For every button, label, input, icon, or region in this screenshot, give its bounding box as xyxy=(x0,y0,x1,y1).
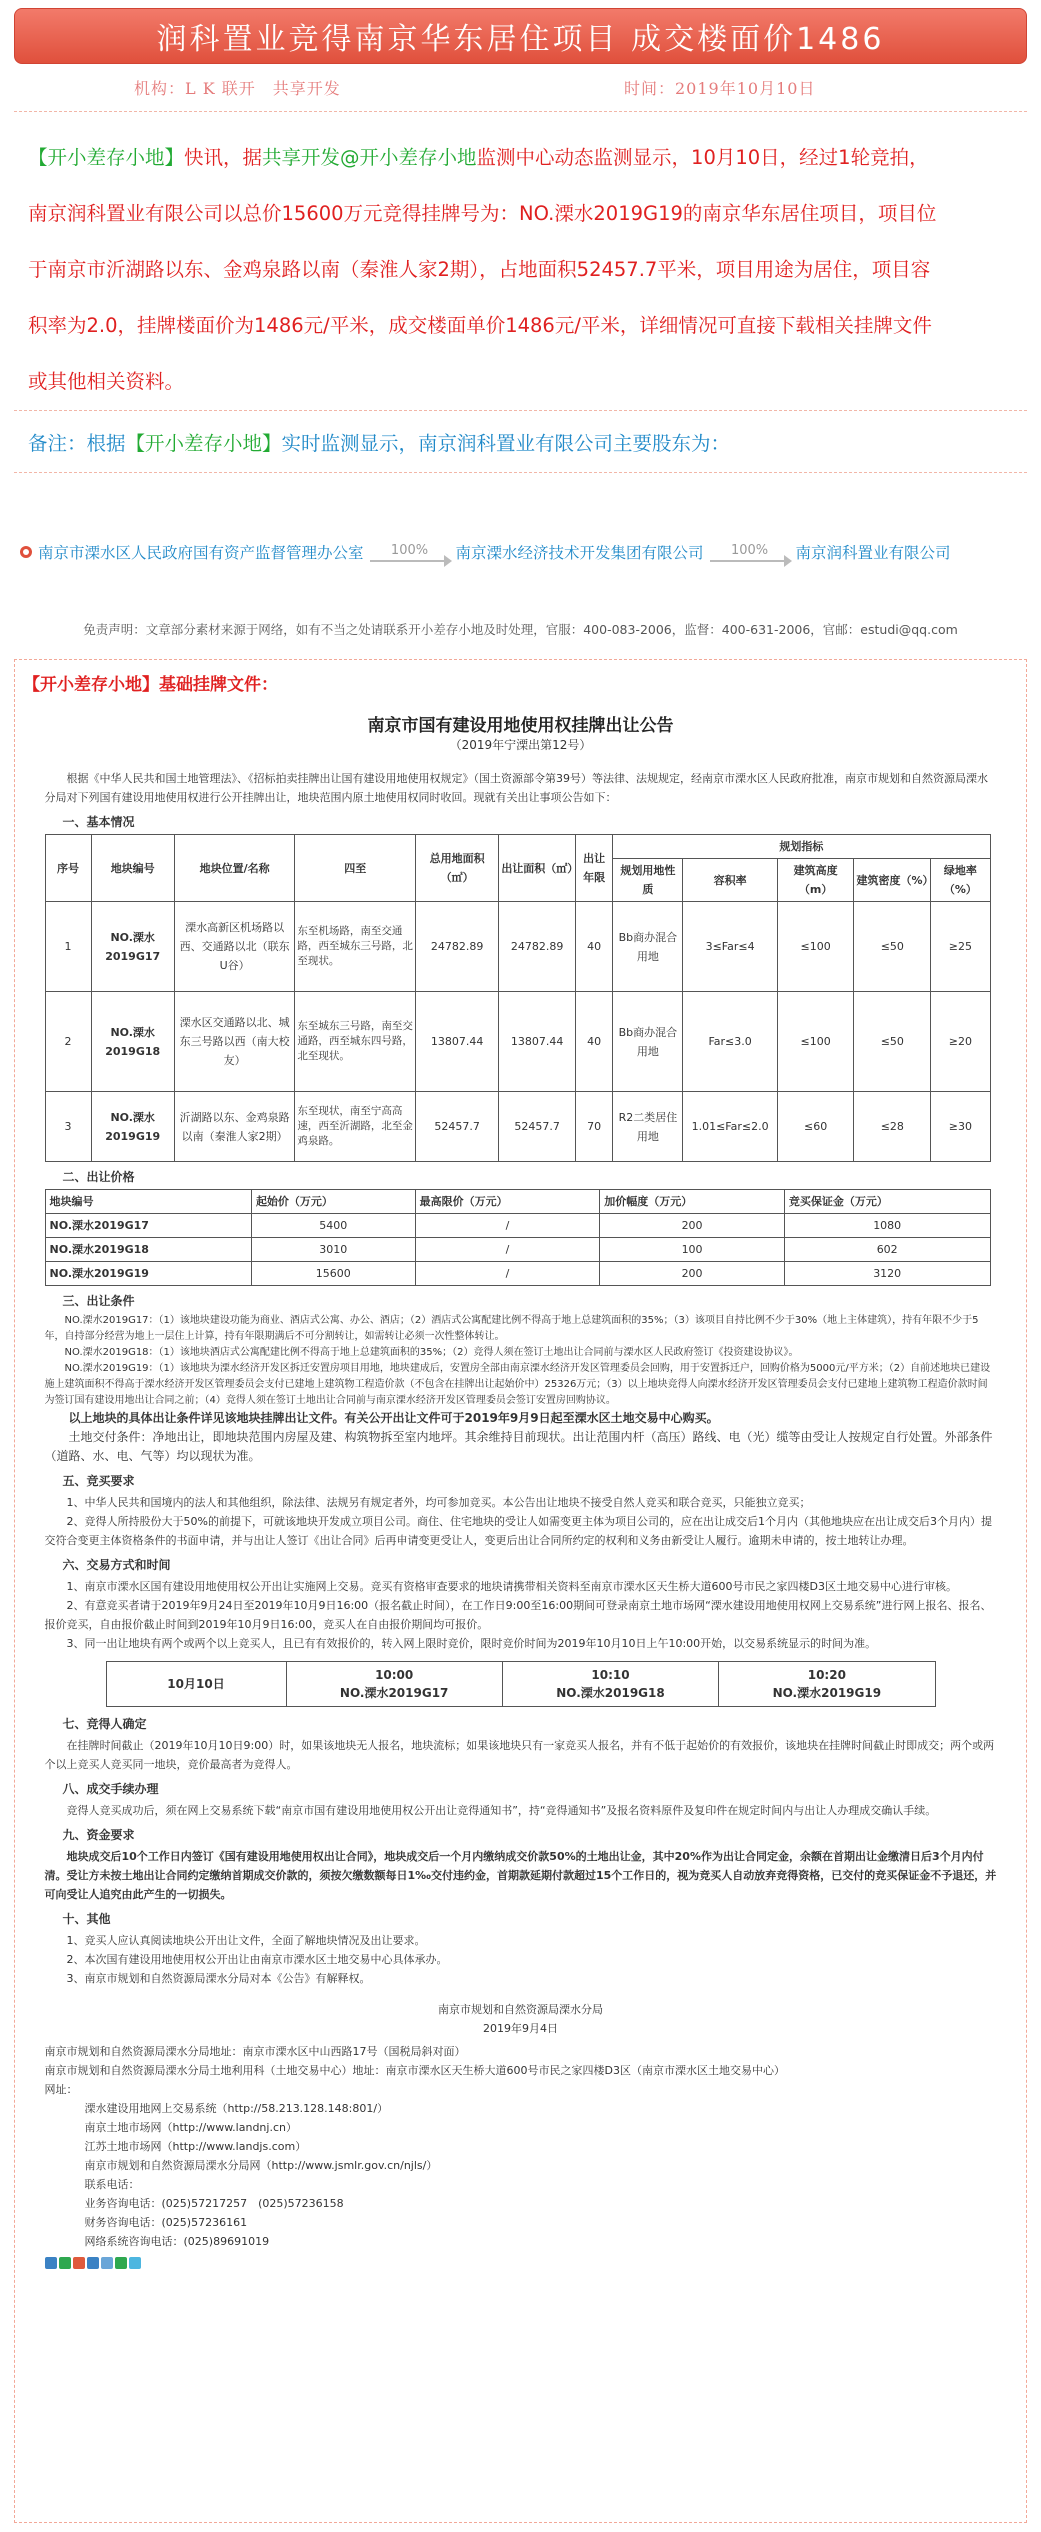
doc-title: 南京市国有建设用地使用权挂牌出让公告 xyxy=(367,716,674,736)
lead-paragraph xyxy=(14,112,1027,411)
shareholder-note xyxy=(14,411,1027,473)
meta-row xyxy=(14,64,1027,112)
contact-label: 联系电话： xyxy=(84,2178,140,2191)
th-total: 总用地面积（㎡） xyxy=(416,835,499,902)
cell: 东至现状，南至宁高高速，西至沂湖路，北至金鸡泉路。 xyxy=(295,1092,416,1162)
cell: 24782.89 xyxy=(416,902,499,992)
arrow-right-icon xyxy=(370,560,450,562)
cell: NO.溧水2019G18 xyxy=(91,992,174,1092)
cell: NO.溧水2019G19 xyxy=(45,1262,251,1286)
cell: 52457.7 xyxy=(416,1092,499,1162)
cell: NO.溧水2019G17 xyxy=(45,1214,251,1238)
cell: 溧水区交通路以北、城东三号路以西（南大校友） xyxy=(174,992,295,1092)
disclaimer: 免责声明：文章部分素材来源于网络，如有不当之处请联系开小差存小地及时处理，官服：400-083-2006，监督：400-631-2006，官邮：estudi@qq.com xyxy=(83,622,958,637)
sched-lot-2: NO.溧水2019G18 xyxy=(556,1686,665,1700)
website-3[interactable]: 江苏土地市场网（http://www.landjs.com） xyxy=(84,2140,307,2153)
cell: / xyxy=(415,1238,600,1262)
table-row xyxy=(45,1092,990,1162)
section-heading: 五、竞买要求 xyxy=(62,1474,135,1488)
sched-slot-1 xyxy=(286,1662,502,1707)
cell: ≤100 xyxy=(777,902,854,992)
th-four: 四至 xyxy=(295,835,416,902)
cell: 602 xyxy=(784,1238,990,1262)
cell: ≤60 xyxy=(777,1092,854,1162)
bullet-icon xyxy=(20,546,32,558)
condition-g19: NO.溧水2019G19：（1）该地块为溧水经济开发区拆迁安置房项目用地，地块建成后，安置房全部由南京溧水经济开发区管理委员会回购，用于安置拆迁户，回购价格为5000元/平方米；（2）自前述地块已建设施上建筑面积不得高于溧水经济开发区管理委员会支付已建地上建筑物工程造价款（不包含在挂牌出让起始价中）25326万元；（3）以上地块竞得人向溧水经济开发区管理委员会支付已建地上建筑物工程造价款时间为签订国有建设用地出让合同之前；（4）竞得人须在签订土地出让合同前与南京溧水经济开发区管理委员会签订安置房回购协议。 xyxy=(44,1363,991,1406)
cell: 3 xyxy=(45,1092,91,1162)
cell: 40 xyxy=(576,992,613,1092)
note-text: 实时监测显示，南京润科置业有限公司主要股东为： xyxy=(281,431,731,455)
auction-schedule-table xyxy=(106,1661,936,1707)
sched-time-3: 10:20 xyxy=(807,1668,846,1682)
cell: R2二类居住用地 xyxy=(613,1092,683,1162)
section-heading: 六、交易方式和时间 xyxy=(62,1558,171,1572)
cell: 1.01≤Far≤2.0 xyxy=(683,1092,777,1162)
meta-time: 时间：2019年10月10日 xyxy=(624,79,816,98)
th-height: 建筑高度（m） xyxy=(777,859,854,902)
table-row xyxy=(45,1262,990,1286)
section-heading: 三、出让条件 xyxy=(62,1294,135,1308)
cell: 5400 xyxy=(251,1214,415,1238)
cell: 溧水高新区机场路以西、交通路以北（联东U谷） xyxy=(174,902,295,992)
sched-time-2: 10:10 xyxy=(591,1668,630,1682)
cell: ≥25 xyxy=(931,902,990,992)
cell: 1080 xyxy=(784,1214,990,1238)
cell: ≤50 xyxy=(854,992,931,1092)
cell: ≥20 xyxy=(931,992,990,1092)
th-price-top: 最高限价（万元） xyxy=(415,1190,600,1214)
section-heading: 九、资金要求 xyxy=(62,1828,135,1842)
cell: ≤50 xyxy=(854,902,931,992)
section-heading: 一、基本情况 xyxy=(62,815,135,829)
shareholder-3[interactable]: 南京润科置业有限公司 xyxy=(795,544,951,562)
ownership-arrow-1 xyxy=(370,543,450,562)
meta-org: 机构：L K 联开 共享开发 xyxy=(134,79,341,98)
basic-brand: 【开小差存小地】 xyxy=(23,675,159,695)
sched-date: 10月10日 xyxy=(106,1662,286,1707)
cell: / xyxy=(415,1262,600,1286)
other-2: 2、本次国有建设用地使用权公开出让由南京市溧水区土地交易中心具体承办。 xyxy=(66,1953,448,1966)
th-idx: 序号 xyxy=(45,835,91,902)
cell: Bb商办混合用地 xyxy=(613,992,683,1092)
phone-1: 业务咨询电话：(025)57217257 (025)57236158 xyxy=(84,2197,344,2210)
share-icon[interactable] xyxy=(101,2257,113,2269)
ownership-pct-1: 100% xyxy=(390,542,429,558)
note-prefix: 备注：根据 xyxy=(28,431,126,455)
lead-line-5: 或其他相关资料。 xyxy=(28,370,185,393)
phone-3: 网络系统咨询电话：(025)89691019 xyxy=(84,2235,270,2248)
th-sell: 出让面积（㎡） xyxy=(499,835,576,902)
arrow-right-icon xyxy=(710,560,790,562)
method-3: 3、同一出让地块有两个或两个以上竞买人，且已有有效报价的，转入网上限时竞价，限时竞价时间为2019年10月10日上午10:00开始，以交易系统显示的时间为准。 xyxy=(66,1637,877,1650)
condition-g18: NO.溧水2019G18：（1）该地块酒店式公寓配建比例不得高于地上总建筑面积的35%；（2）竞得人须在签订土地出让合同前与溧水区人民政府签订《投资建设协议》。 xyxy=(64,1347,799,1358)
th-use: 规划用地性质 xyxy=(613,859,683,902)
share-icon[interactable] xyxy=(87,2257,99,2269)
th-loc: 地块位置/名称 xyxy=(174,835,295,902)
requirement-2: 2、竞得人所持股份大于50%的前提下，可就该地块开发成立项目公司。商住、住宅地块的受让人如需变更主体为项目公司的，应在出让成交后1个月内（其他地块应在出让成交后3个月内）提交符合变更主体资格条件的书面申请，并与出让人签订《出让合同》后再申请变更受让人，变更后出让合同所约定的权利和义务由新受让人履行。逾期未申请的，按土地转让办理。 xyxy=(44,1515,992,1547)
winner-rule: 在挂牌时间截止（2019年10月10日9:00）时，如果该地块无人报名，地块流标；如果该地块只有一家竞买人报名，并有不低于起始价的有效报价，该地块在挂牌时间截止时即成交；两个或两个以上竞买人竞买同一地块，竞价最高者为竞得人。 xyxy=(44,1739,995,1771)
sign-org: 南京市规划和自然资源局溧水分局 xyxy=(438,2003,603,2016)
sched-time-1: 10:00 xyxy=(375,1668,414,1682)
cell: / xyxy=(415,1214,600,1238)
cell: 2 xyxy=(45,992,91,1092)
lead-source-link[interactable]: 共享开发@开小差存小地 xyxy=(262,146,477,169)
th-price-code: 地块编号 xyxy=(45,1190,251,1214)
shareholder-2[interactable]: 南京溧水经济技术开发集团有限公司 xyxy=(455,544,704,562)
table-row xyxy=(45,1238,990,1262)
other-3: 3、南京市规划和自然资源局溧水分局对本《公告》有解释权。 xyxy=(66,1972,371,1985)
section-heading: 七、竞得人确定 xyxy=(62,1717,147,1731)
lead-kuaixun: 快讯，据 xyxy=(184,146,263,169)
method-1: 1、南京市溧水区国有建设用地使用权公开出让实施网上交易。竞买有资格审查要求的地块请携带相关资料至南京市溧水区天生桥大道600号市民之家四楼D3区土地交易中心进行审核。 xyxy=(66,1580,957,1593)
deal-procedure: 竞得人竞买成功后，须在网上交易系统下载“南京市国有建设用地使用权公开出让竞得通知书”，持“竞得通知书”及报名资料原件及复印件在规定时间内与出让人办理成交确认手续。 xyxy=(66,1804,937,1817)
share-icon[interactable] xyxy=(45,2257,57,2269)
basic-info-table xyxy=(45,834,991,1162)
lead-line-4: 积率为2.0，挂牌楼面价为1486元/平米，成交楼面单价1486元/平米，详细情况可直接下载相关挂牌文件 xyxy=(28,314,932,337)
lead-text-1: 监测中心动态监测显示，10月10日，经过1轮竞拍， xyxy=(476,146,929,169)
note-brand: 【开小差存小地】 xyxy=(125,431,282,455)
th-plan: 规划指标 xyxy=(613,835,990,859)
lead-brand: 【开小差存小地】 xyxy=(28,146,185,169)
th-price-deposit: 竞买保证金（万元） xyxy=(784,1190,990,1214)
cell: Bb商办混合用地 xyxy=(613,902,683,992)
web-label: 网址： xyxy=(44,2083,78,2096)
cell: 100 xyxy=(600,1238,785,1262)
lead-line-1 xyxy=(28,130,1013,186)
cell: Far≤3.0 xyxy=(683,992,777,1092)
cell: 200 xyxy=(600,1262,785,1286)
sched-lot-1: NO.溧水2019G17 xyxy=(339,1686,449,1700)
cell: 13807.44 xyxy=(416,992,499,1092)
page-title: 润科置业竞得南京华东居住项目 成交楼面价1486 xyxy=(14,8,1027,64)
phone-2: 财务咨询电话：(025)57236161 xyxy=(84,2216,248,2229)
cell: 15600 xyxy=(251,1262,415,1286)
sched-lot-3: NO.溧水2019G19 xyxy=(772,1686,882,1700)
signature-block xyxy=(45,2000,997,2038)
cell: 13807.44 xyxy=(499,992,576,1092)
basic-listing-files xyxy=(14,659,1027,2523)
cell: 3≤Far≤4 xyxy=(683,902,777,992)
cell: 24782.89 xyxy=(499,902,576,992)
th-far: 容积率 xyxy=(683,859,777,902)
ownership-pct-2: 100% xyxy=(730,542,769,558)
share-icon[interactable] xyxy=(129,2257,141,2269)
condition-delivery: 土地交付条件：净地出让，即地块范围内房屋及建、构筑物拆至室内地坪。其余维持目前现状。出让范围内杆（高压）路线、电（光）缆等由受让人按规定自行处置。外部条件（道路、水、电、气等）均以现状为准。 xyxy=(44,1430,993,1463)
th-density: 建筑密度（%） xyxy=(854,859,931,902)
share-icon[interactable] xyxy=(115,2257,127,2269)
method-2: 2、有意竞买者请于2019年9月24日至2019年10月9日16:00（报名截止时间），在工作日9:00至16:00期间可登录南京土地市场网“溧水建设用地使用权网上交易系统”进行网上报名、报名、报价竞买，自由报价截止时间到2019年10月9日16:00，竞买人在自由报价期间均可报价。 xyxy=(44,1599,992,1631)
website-2[interactable]: 南京土地市场网（http://www.landnj.cn） xyxy=(84,2121,297,2134)
th-years: 出让年限 xyxy=(576,835,613,902)
cell: 3120 xyxy=(784,1262,990,1286)
address-1: 南京市规划和自然资源局溧水分局地址：南京市溧水区中山西路17号（国税局斜对面） xyxy=(44,2045,466,2058)
cell: 沂湖路以东、金鸡泉路以南（秦淮人家2期） xyxy=(174,1092,295,1162)
cell: ≥30 xyxy=(931,1092,990,1162)
th-code: 地块编号 xyxy=(91,835,174,902)
section-heading: 八、成交手续办理 xyxy=(62,1782,159,1796)
cell: NO.溧水2019G18 xyxy=(45,1238,251,1262)
share-icon[interactable] xyxy=(59,2257,71,2269)
website-4[interactable]: 南京市规划和自然资源局溧水分局网（http://www.jsmlr.gov.cn/njls/） xyxy=(84,2159,438,2172)
ownership-chain xyxy=(14,513,1027,591)
cell: 200 xyxy=(600,1214,785,1238)
cell: 70 xyxy=(576,1092,613,1162)
other-1: 1、竞买人应认真阅读地块公开出让文件，全面了解地块情况及出让要求。 xyxy=(66,1934,426,1947)
lead-line-3: 于南京市沂湖路以东、金鸡泉路以南（秦淮人家2期），占地面积52457.7平米，项目用途为居住，项目容 xyxy=(28,258,931,281)
cell: 东至机场路，南至交通路，西至城东三号路，北至现状。 xyxy=(295,902,416,992)
doc-intro: 根据《中华人民共和国土地管理法》、《招标拍卖挂牌出让国有建设用地使用权规定》（国土资源部令第39号）等法律、法规规定，经南京市溧水区人民政府批准，南京市规划和自然资源局溧水分局对下列国有建设用地使用权进行公开挂牌出让，地块范围内原土地使用权同时收回。现就有关出让事项公告如下： xyxy=(44,772,988,804)
th-price-step: 加价幅度（万元） xyxy=(600,1190,785,1214)
cell: 1 xyxy=(45,902,91,992)
sched-slot-3 xyxy=(719,1662,935,1707)
ownership-arrow-2 xyxy=(710,543,790,562)
price-table xyxy=(45,1189,991,1286)
cell: 52457.7 xyxy=(499,1092,576,1162)
funding-requirement: 地块成交后10个工作日内签订《国有建设用地使用权出让合同》，地块成交后一个月内缴纳成交价款50%的土地出让金，其中20%作为出让合同定金，余额在首期出让金缴清日后3个月内付清。受让方未按土地出让合同约定缴纳首期成交价款的，须按欠缴数额每日1‰交付违约金，首期款延期付款超过15个工作日的，视为竞买人自动放弃竞得资格，已交付的竞买保证金不予退还，并可向受让人追究由此产生的一切损失。 xyxy=(44,1850,997,1901)
table-row xyxy=(45,1214,990,1238)
address-2: 南京市规划和自然资源局溧水分局土地利用科（土地交易中心）地址：南京市溧水区天生桥大道600号市民之家四楼D3区（南京市溧水区土地交易中心） xyxy=(44,2064,785,2077)
sched-slot-2 xyxy=(502,1662,718,1707)
share-icons xyxy=(45,2257,997,2269)
requirement-1: 1、中华人民共和国境内的法人和其他组织，除法律、法规另有规定者外，均可参加竞买。本公告出让地块不接受自然人竞买和联合竞买，只能独立竞买； xyxy=(66,1496,811,1509)
shareholder-1[interactable]: 南京市溧水区人民政府国有资产监督管理办公室 xyxy=(38,544,364,562)
sign-date: 2019年9月4日 xyxy=(483,2022,558,2035)
cell: ≤28 xyxy=(854,1092,931,1162)
lead-line-2: 南京润科置业有限公司以总价15600万元竞得挂牌号为：NO.溧水2019G19的南京华东居住项目，项目位 xyxy=(28,202,937,225)
doc-subtitle: （2019年宁溧出第12号） xyxy=(449,738,592,752)
section-heading: 十、其他 xyxy=(62,1912,111,1926)
table-row xyxy=(45,992,990,1092)
section-heading: 二、出让价格 xyxy=(62,1170,135,1184)
cell: 40 xyxy=(576,902,613,992)
announcement-document xyxy=(45,717,997,2269)
condition-g17: NO.溧水2019G17：（1）该地块建设功能为商业、酒店式公寓、办公、酒店；（2）酒店式公寓配建比例不得高于地上总建筑面积的35%；（3）该项目自持比例不少于30%（地上主体建筑），持有年限不少于5年，自持部分经营为地上一层住上计算，持有年限期满后不可分割转让，如需转让必须一次性整体转让。 xyxy=(44,1315,979,1342)
cell: ≤100 xyxy=(777,992,854,1092)
cell: 3010 xyxy=(251,1238,415,1262)
cell: 东至城东三号路，南至交通路，西至城东四号路，北至现状。 xyxy=(295,992,416,1092)
basic-label: 基础挂牌文件： xyxy=(159,675,278,695)
website-1[interactable]: 溧水建设用地网上交易系统（http://58.213.128.148:801/） xyxy=(84,2102,389,2115)
cell: NO.溧水2019G17 xyxy=(91,902,174,992)
th-green: 绿地率（%） xyxy=(931,859,990,902)
cell: NO.溧水2019G19 xyxy=(91,1092,174,1162)
share-icon[interactable] xyxy=(73,2257,85,2269)
table-row xyxy=(45,902,990,992)
condition-files: 以上地块的具体出让条件详见该地块挂牌出让文件。有关公开出让文件可于2019年9月9日起至溧水区土地交易中心购买。 xyxy=(68,1411,719,1425)
th-price-start: 起始价（万元） xyxy=(251,1190,415,1214)
basic-header xyxy=(23,670,1018,695)
